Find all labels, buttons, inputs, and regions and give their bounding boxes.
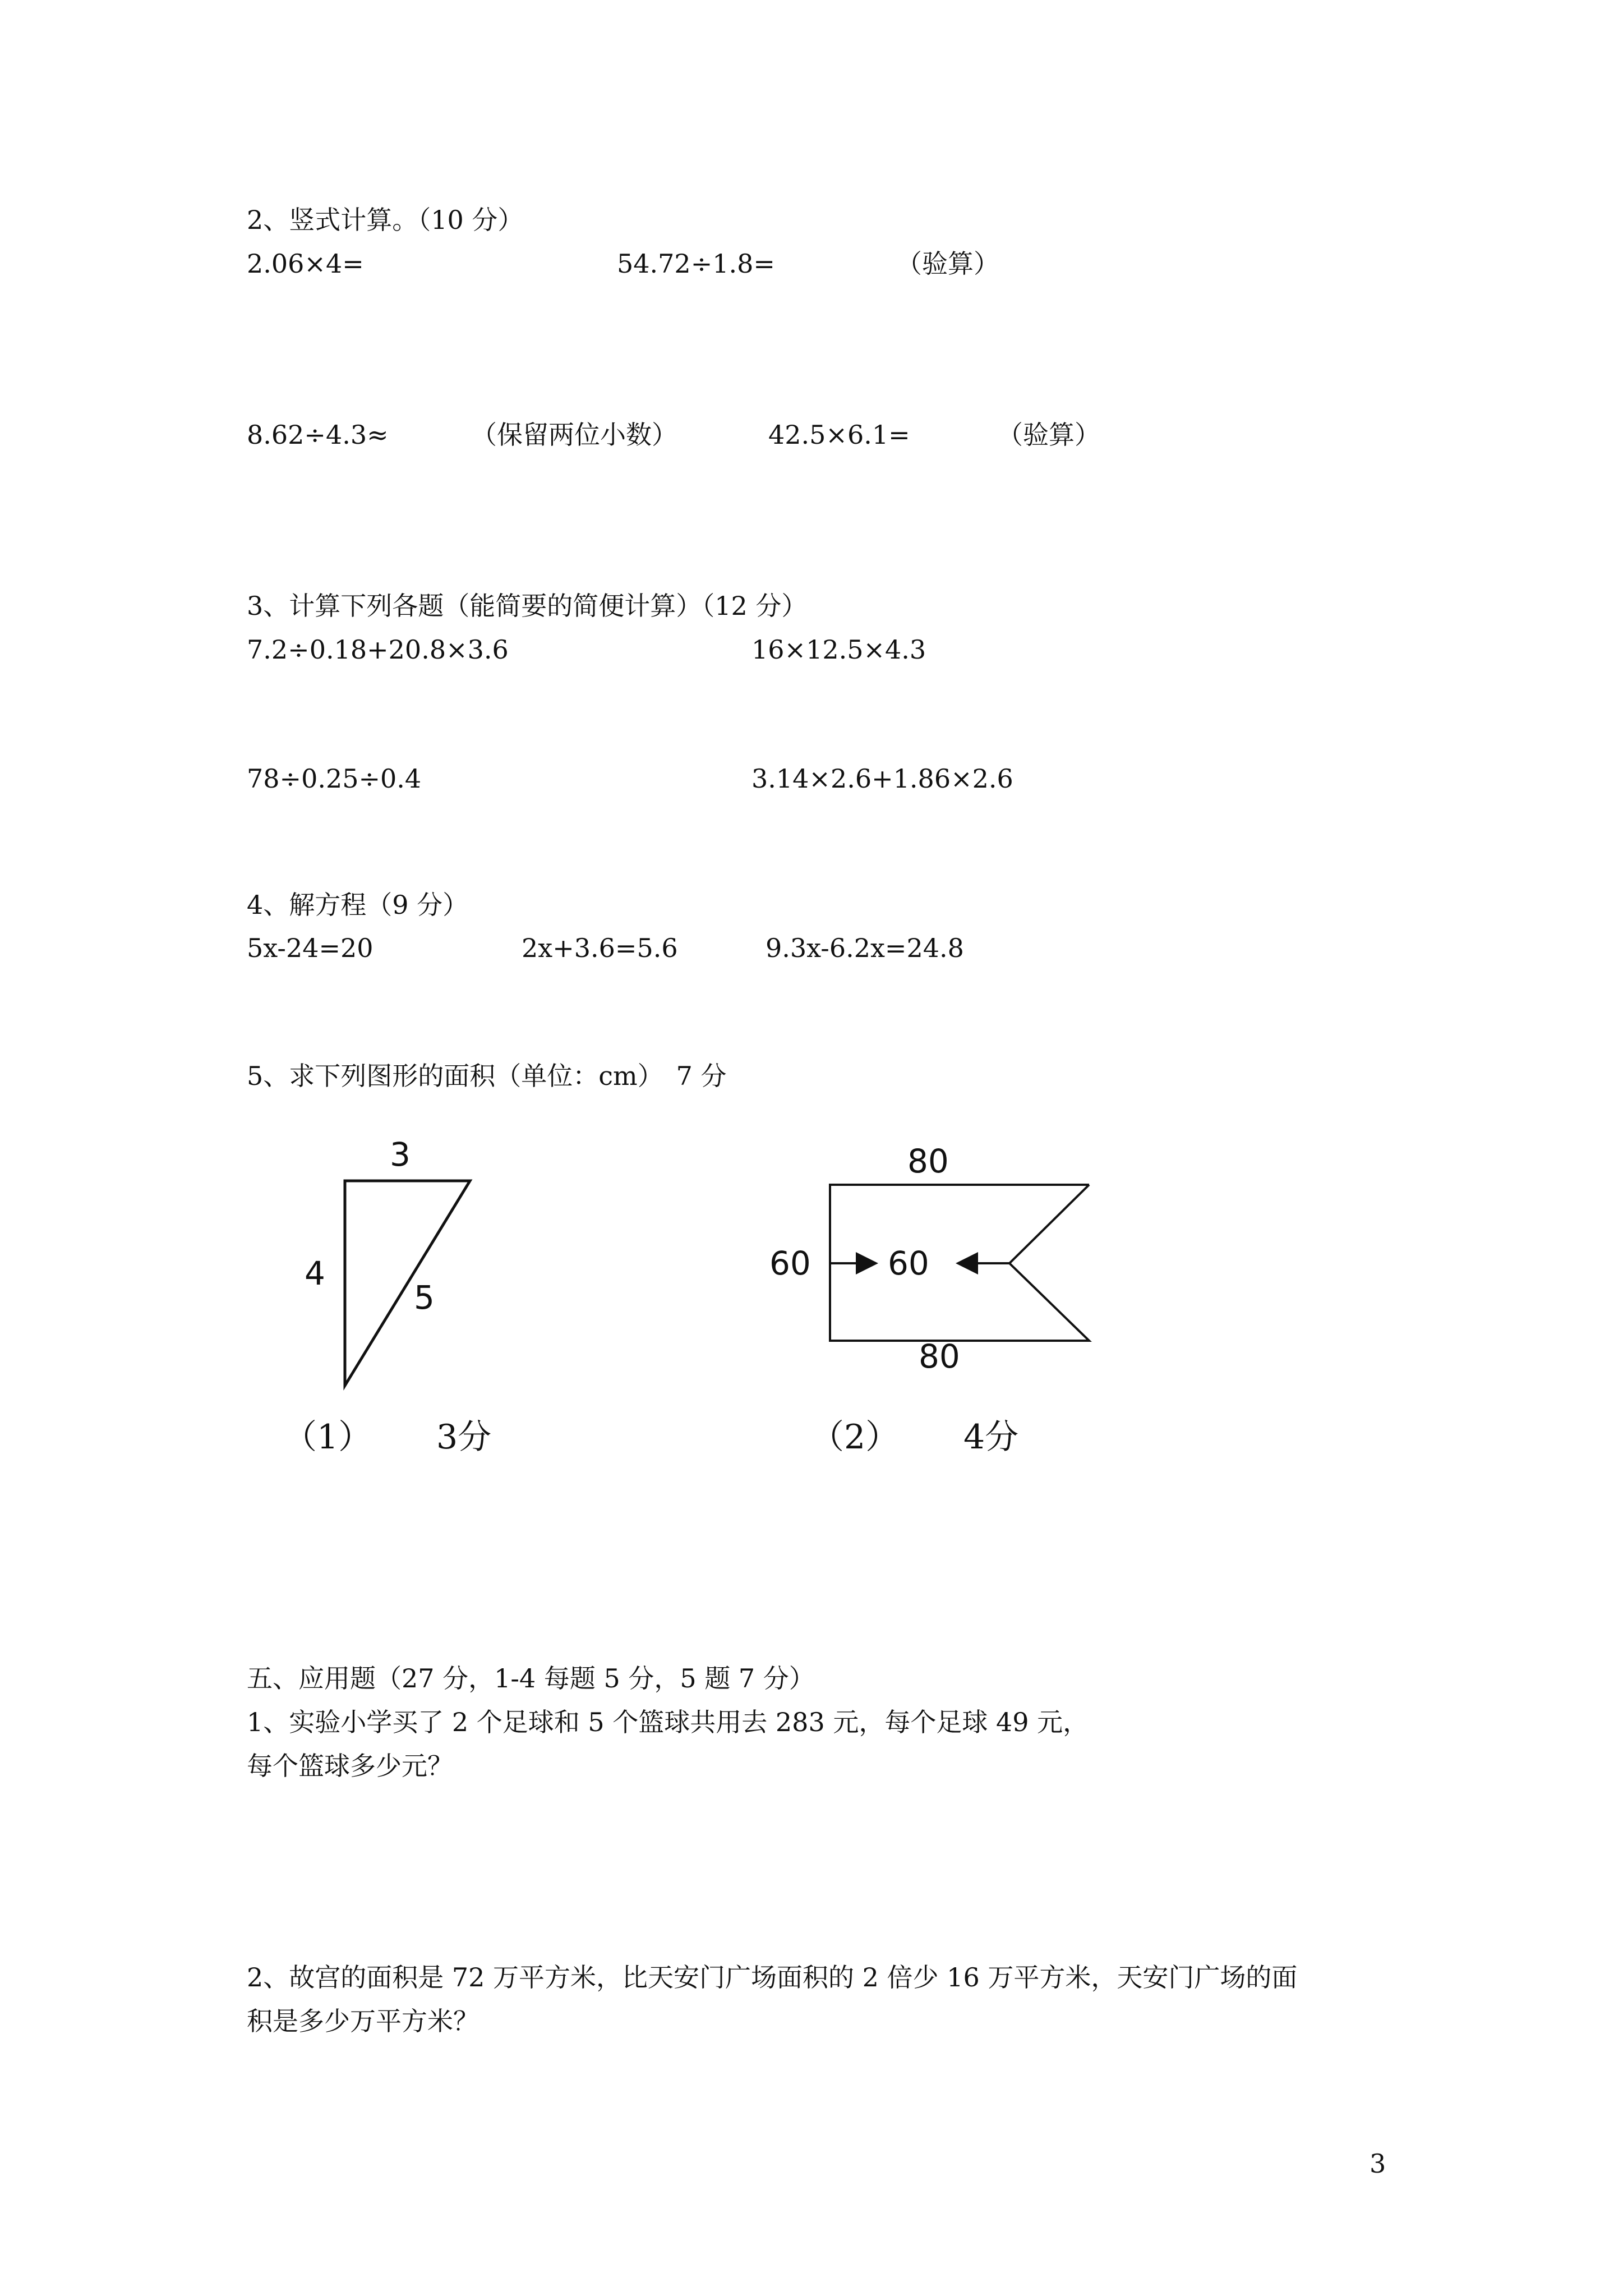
fig1-label-top: 3: [390, 1135, 411, 1174]
problem-2-3: 8.62÷4.3≈: [247, 420, 389, 450]
section-4-title: 4、解方程（9 分）: [247, 890, 469, 920]
problem-2-4: 42.5×6.1=: [768, 420, 910, 450]
fig1-caption-points: 3分: [436, 1418, 492, 1457]
verify-note-1: （验算）: [896, 249, 999, 279]
problem-3-1: 7.2÷0.18+20.8×3.6: [247, 634, 509, 665]
page-number: 3: [1370, 2148, 1386, 2179]
problem-2-1: 2.06×4=: [247, 249, 364, 279]
verify-note-2: （验算）: [997, 420, 1100, 450]
equation-2: 2x+3.6=5.6: [522, 933, 678, 963]
question-1-line-2: 每个篮球多少元？: [247, 1751, 453, 1781]
triangle-shape: [345, 1181, 470, 1386]
part-5-title: 五、应用题（27 分，1-4 每题 5 分，5 题 7 分）: [247, 1663, 815, 1694]
fig2-label-bottom: 80: [919, 1337, 960, 1375]
problem-3-4: 3.14×2.6+1.86×2.6: [751, 763, 1013, 794]
fig2-label-mid: 60: [888, 1244, 929, 1282]
fig1-caption-number: （1）: [283, 1418, 372, 1457]
problem-2-2: 54.72÷1.8=: [617, 249, 775, 279]
question-1-line-1: 1、实验小学买了 2 个足球和 5 个篮球共用去 283 元，每个足球 49 元，: [247, 1707, 1089, 1737]
problem-3-2: 16×12.5×4.3: [751, 634, 926, 665]
question-2-line-1: 2、故宫的面积是 72 万平方米，比天安门广场面积的 2 倍少 16 万平方米，天安门广场的面: [247, 1962, 1298, 1993]
section-2-title: 2、竖式计算。（10 分）: [247, 205, 524, 235]
fig2-label-left: 60: [769, 1244, 811, 1282]
equation-3: 9.3x-6.2x=24.8: [766, 933, 964, 963]
fig2-caption-number: （2）: [810, 1418, 900, 1457]
fig1-label-hyp: 5: [414, 1278, 435, 1317]
section-5-title: 5、求下列图形的面积（单位：cm） 7 分: [247, 1061, 727, 1091]
fig1-label-left: 4: [305, 1254, 325, 1292]
equation-1: 5x-24=20: [247, 933, 374, 963]
problem-3-3: 78÷0.25÷0.4: [247, 763, 422, 794]
section-3-title: 3、计算下列各题（能简要的简便计算）（12 分）: [247, 591, 808, 621]
fig2-caption-points: 4分: [963, 1418, 1019, 1457]
figure-2-flag: [768, 1156, 1105, 1358]
question-2-line-2: 积是多少万平方米？: [247, 2006, 479, 2036]
fig2-label-top: 80: [907, 1142, 949, 1180]
rounding-note: （保留两位小数）: [471, 420, 677, 450]
